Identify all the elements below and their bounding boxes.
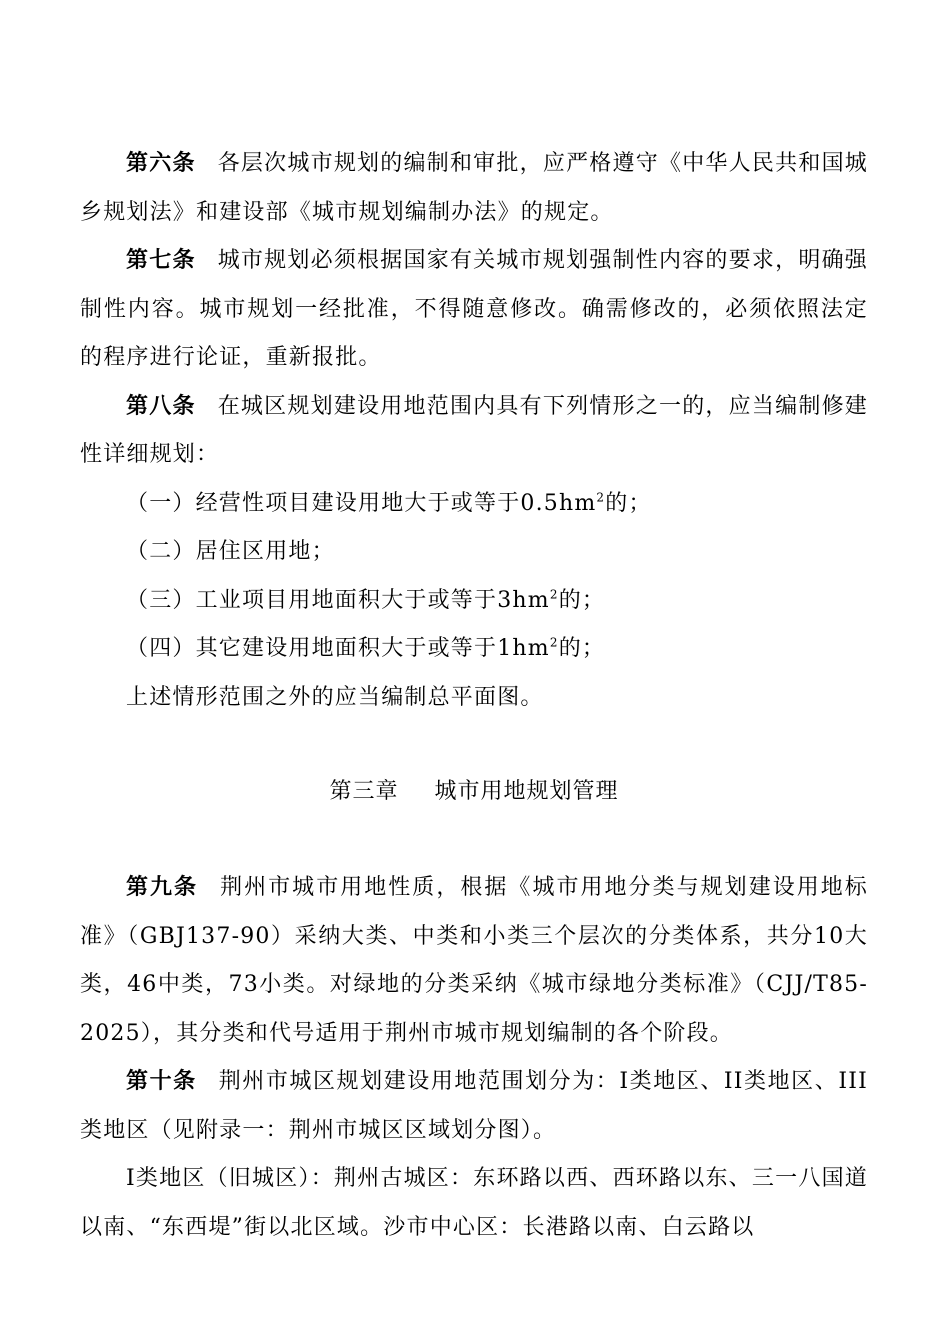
article-label: 第七条 [126,248,196,273]
chapter-number: 第三章 [329,779,399,804]
article-6 [80,140,868,237]
article-7 [80,237,868,383]
list-item-text: 的； [605,490,652,516]
document-page [80,140,868,1252]
chapter-title: 城市用地规划管理 [434,779,619,804]
list-item-text: 的； [558,636,606,661]
article-text: 城市规划必须根据国家有关城市规划强制性内容的要求，明确强制性内容。城市规划一经批准，不得随意修改。确需修改的，必须依照法定的程序进行论证，重新报批。 [80,248,868,370]
list-item [80,480,868,529]
list-item [80,625,868,674]
list-summary: 上述情形范围之外的应当编制总平面图。 [126,684,544,710]
list-item: （二）居住区用地； [126,539,335,564]
superscript: 2 [549,587,559,602]
district-description: I类地区（旧城区）：荆州古城区：东环路以西、西环路以东、三一八国道以南、“东西堤”街以北区域。沙市中心区：长港路以南、白云路以 [80,1166,868,1240]
superscript: 2 [596,490,606,505]
article-text: 在城区规划建设用地范围内具有下列情形之一的，应当编制修建性详细规划： [80,393,868,467]
list-item-text: （四）其它建设用地面积大于或等于1hm [126,636,550,661]
article-8 [80,383,868,480]
list-item-text: （三）工业项目用地面积大于或等于3hm [126,587,550,613]
list-item-text: 的； [558,587,606,613]
article-label: 第六条 [126,151,196,176]
chapter-heading [80,768,868,816]
superscript: 2 [549,635,559,650]
article-10 [80,1058,868,1155]
list-item [80,577,868,626]
list-item-text: （一）经营性项目建设用地大于或等于0.5hm [126,490,597,516]
article-text: 各层次城市规划的编制和审批，应严格遵守《中华人民共和国城乡规划法》和建设部《城市规划编制办法》的规定。 [80,151,868,225]
article-9 [80,864,868,1058]
article-label: 第八条 [126,393,196,419]
article-text: 荆州市城区规划建设用地范围划分为：I类地区、II类地区、III类地区（见附录一：荆州市城区区域划分图）。 [80,1069,868,1143]
article-label: 第十条 [126,1069,197,1094]
article-text: 荆州市城市用地性质，根据《城市用地分类与规划建设用地标准》（GBJ137-90）采纳大类、中类和小类三个层次的分类体系，共分10大类，46中类，73小类。对绿地的分类采纳《城市绿地分类标准》（CJJ/T85-2025），其分类和代号适用于荆州市城市规划编制的各个阶段。 [80,875,868,1046]
article-label: 第九条 [126,875,199,900]
